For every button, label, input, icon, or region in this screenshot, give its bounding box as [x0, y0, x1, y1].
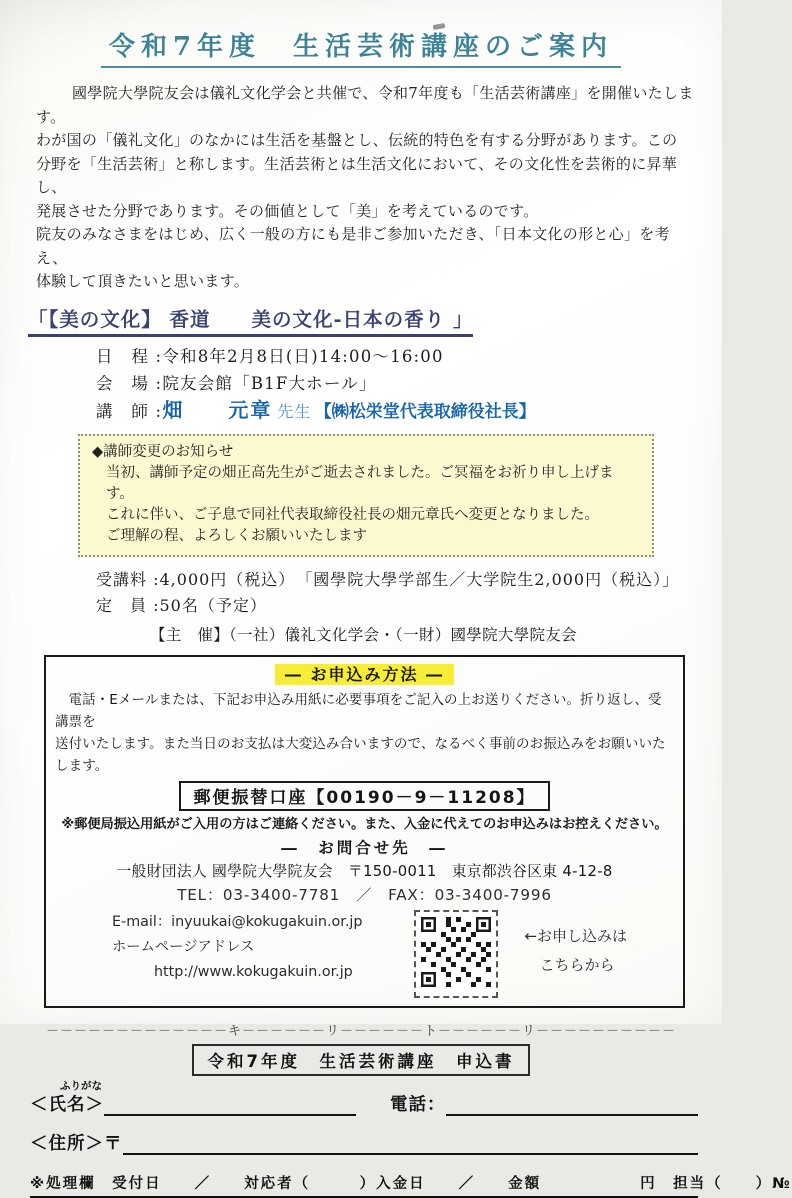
fee-details [96, 567, 722, 619]
venue-label: 会 場 [96, 373, 150, 393]
event-lecturer-row [96, 397, 722, 424]
address-row [30, 1130, 698, 1155]
capacity-label: 定 員 [96, 595, 148, 615]
qr-caption-line: ←お申し込みは [524, 926, 628, 945]
application-instruction-line: 送付いたします。また当日のお支払は大変込み合いますので、なるべく事前のお振込みをお願いいたします。 [55, 735, 666, 774]
intro-line: 國學院大學院友会は儀礼文化学会と共催で、令和7年度も「生活芸術講座」を開催いたします。 [36, 84, 694, 126]
form-title-wrap [0, 1044, 722, 1076]
form-title: 令和7年度 生活芸術講座 申込書 [192, 1044, 531, 1076]
application-method-box [44, 655, 685, 1008]
event-date-row [96, 343, 722, 370]
notice-line: 当初、講師予定の畑正高先生がご逝去されました。ご冥福をお祈り申し上げます。 [106, 464, 614, 502]
application-form [30, 1078, 792, 1198]
intro-line: わが国の「儀礼文化」のなかには生活を基盤とし、伝統的特色を有する分野があります。この [36, 131, 678, 149]
contact-tel-fax: TEL：03-3400-7781 ／ FAX：03-3400-7996 [177, 885, 552, 904]
venue-value: :院友会館「B1F大ホール」 [149, 373, 377, 393]
qr-code [421, 917, 491, 987]
page-title-wrap [0, 0, 722, 68]
fee-row [96, 567, 722, 593]
contact-header: ― お問合せ先 ― [281, 838, 448, 857]
cut-here-line: －－－－－－－－－－－－－キ－－－－－－リ－－－－－－ト－－－－－－リ－－－－－－－－－－ [45, 1023, 676, 1039]
organizer-line: 【主 催】（一社）儀礼文化学会・（一財）國學院大學院友会 [150, 625, 577, 644]
address-field-line [123, 1131, 699, 1155]
application-note: ※郵便局振込用紙がご入用の方はご連絡ください。また、入金に代えてのお申込みはお控えください。 [61, 816, 668, 832]
homepage-url: http://www.kokugakuin.or.jp [154, 963, 353, 980]
contact-email: E-mail：inyuukai@kokugakuin.or.jp [112, 913, 363, 930]
notice-title: ◆講師変更のお知らせ [92, 443, 234, 460]
application-header: ― お申込み方法 ― [275, 664, 454, 685]
event-venue-row [96, 370, 722, 397]
event-details [96, 343, 722, 424]
contact-org-line: 一般財団法人 國學院大學院友会 〒150-0011 東京都渋谷区東 4-12-8 [116, 862, 613, 880]
capacity-row [96, 593, 722, 619]
application-instructions [55, 689, 674, 777]
contact-bottom-block [112, 910, 683, 998]
date-label: 日 程 [96, 346, 150, 366]
name-phone-row [30, 1091, 698, 1116]
date-value: :令和8年2月8日(日)14:00～16:00 [149, 346, 444, 366]
homepage-label: ホームページアドレス [112, 938, 255, 955]
postal-account: 郵便振替口座【00190－9－11208】 [179, 781, 549, 811]
intro-line: 体験して頂きたいと思います。 [36, 272, 250, 290]
qr-caption-line: こちらから [539, 955, 615, 974]
office-use-row: ※処理欄 受付日 ／ 対応者（ ）入金日 ／ 金額 円 担当（ ）№ [30, 1172, 698, 1198]
application-header-wrap [46, 665, 683, 685]
postal-account-wrap [46, 781, 683, 809]
contact-left-column [112, 910, 362, 985]
capacity-value: :50名（予定） [147, 595, 267, 615]
lecturer-label: 講 師 [96, 401, 150, 421]
event-heading-wrap [28, 304, 722, 337]
intro-line: 発展させた分野であります。その価値として「美」を考えているのです。 [36, 201, 539, 220]
lecturer-company-title: 【㈱松栄堂代表取締役社長】 [314, 401, 536, 422]
lecturer-colon: : [149, 401, 163, 421]
intro-line: 分野を「生活芸術」と称します。生活芸術とは生活文化において、その文化性を芸術的に昇華し、 [36, 154, 678, 196]
page-title: 令和7年度 生活芸術講座のご案内 [101, 26, 621, 68]
lecturer-honorific: 先生 [277, 401, 312, 421]
application-instruction-line: 電話・Eメールまたは、下記お申込み用紙に必要事項をご記入の上お送りください。折り返し、受講票を [55, 691, 662, 730]
notice-line: これに伴い、ご子息で同社代表取締役社長の畑元章氏へ変更となりました。 [106, 506, 599, 523]
name-field-line [104, 1092, 356, 1116]
fee-value: :4,000円（税込） 「國學院大學学部生／大学院生2,000円（税込）」 [147, 569, 680, 589]
intro-line: 院友のみなさまをはじめ、広く一般の方にも是非ご参加いただき、「日本文化の形と心」を考え、 [36, 225, 670, 267]
fee-label: 受講料 [96, 569, 148, 589]
address-label: ＜住所＞〒 [30, 1133, 123, 1154]
intro-paragraph [36, 82, 700, 294]
furigana-label: ふりがな [60, 1079, 102, 1092]
name-label: ＜氏名＞ [30, 1094, 104, 1115]
qr-code-box [414, 910, 498, 998]
event-heading: 「【美の文化】 香道 美の文化-日本の香り 」 [28, 304, 473, 337]
qr-caption [524, 910, 627, 980]
phone-field-line [446, 1092, 699, 1116]
lecturer-name: 畑 元章 [162, 397, 273, 422]
notice-line: ご理解の程、よろしくお願いいたします [106, 527, 367, 544]
lecturer-change-notice-box [78, 434, 654, 557]
phone-label: 電話： [390, 1094, 446, 1115]
